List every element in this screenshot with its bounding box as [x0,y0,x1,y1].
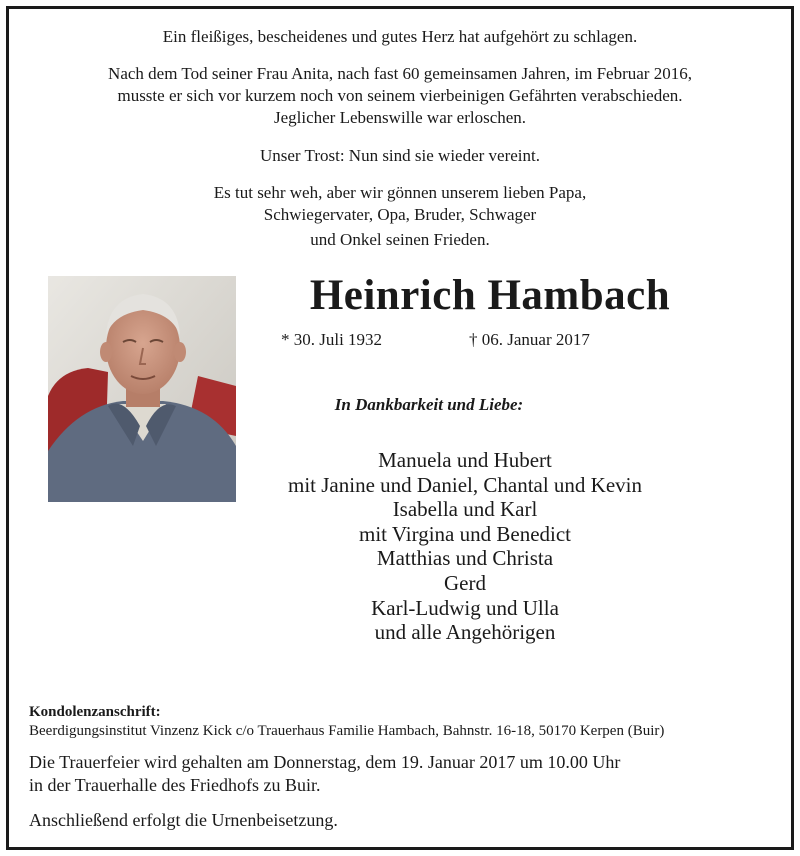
mourner-line: Manuela und Hubert [378,448,552,472]
mourner-line: Matthias und Christa [376,546,554,571]
deceased-name: Heinrich Hambach [309,272,671,319]
intro-line-6: Es tut sehr weh, aber wir gönnen unserem lieben Papa, [213,183,587,202]
intro-line-3: musste er sich vor kurzem noch von seinem vierbeinigen Gefährten verabschieden. [117,86,683,105]
intro-line-4: Jeglicher Lebenswille war erloschen. [273,108,527,127]
ceremony-line-1: Die Trauerfeier wird gehalten am Donnerstag, dem 19. Januar 2017 um 10.00 Uhr [29,752,621,772]
burial-line: Anschließend erfolgt die Urnenbeisetzung. [29,810,338,830]
intro-line-8: und Onkel seinen Frieden. [310,230,490,249]
mourner-line: Gerd [444,570,486,595]
mourner-line: Isabella und Karl [392,497,538,522]
thanks-line: In Dankbarkeit und Liebe: [334,395,524,414]
intro-line-2: Nach dem Tod seiner Frau Anita, nach fast 60 gemeinsamen Jahren, im Februar 2016, [108,64,692,83]
mourner-line: mit Janine und Daniel, Chantal und Kevin [287,472,643,497]
intro-line-5: Unser Trost: Nun sind sie wieder vereint. [259,146,540,165]
death-date: † 06. Januar 2017 [469,330,590,349]
mourner-line: und alle Angehörigen [374,620,556,645]
condolence-address: Beerdigungsinstitut Vinzenz Kick c/o Trauerhaus Familie Hambach, Bahnstr. 16-18, 50170 Kerpen (Buir) [29,723,665,739]
ceremony-line-2: in der Trauerhalle des Friedhofs zu Buir. [29,775,321,795]
mourners-list [265,448,665,645]
intro-line-7: Schwiegervater, Opa, Bruder, Schwager [263,205,537,224]
mourner-line: mit Virgina und Benedict [358,521,572,546]
mourner-line: Karl-Ludwig und Ulla [371,595,559,620]
birth-date: * 30. Juli 1932 [281,330,383,349]
obituary-notice [6,6,794,850]
condolence-label: Kondolenzanschrift: [29,704,161,720]
intro-line-1: Ein fleißiges, bescheidenes und gutes Herz hat aufgehört zu schlagen. [162,27,638,46]
